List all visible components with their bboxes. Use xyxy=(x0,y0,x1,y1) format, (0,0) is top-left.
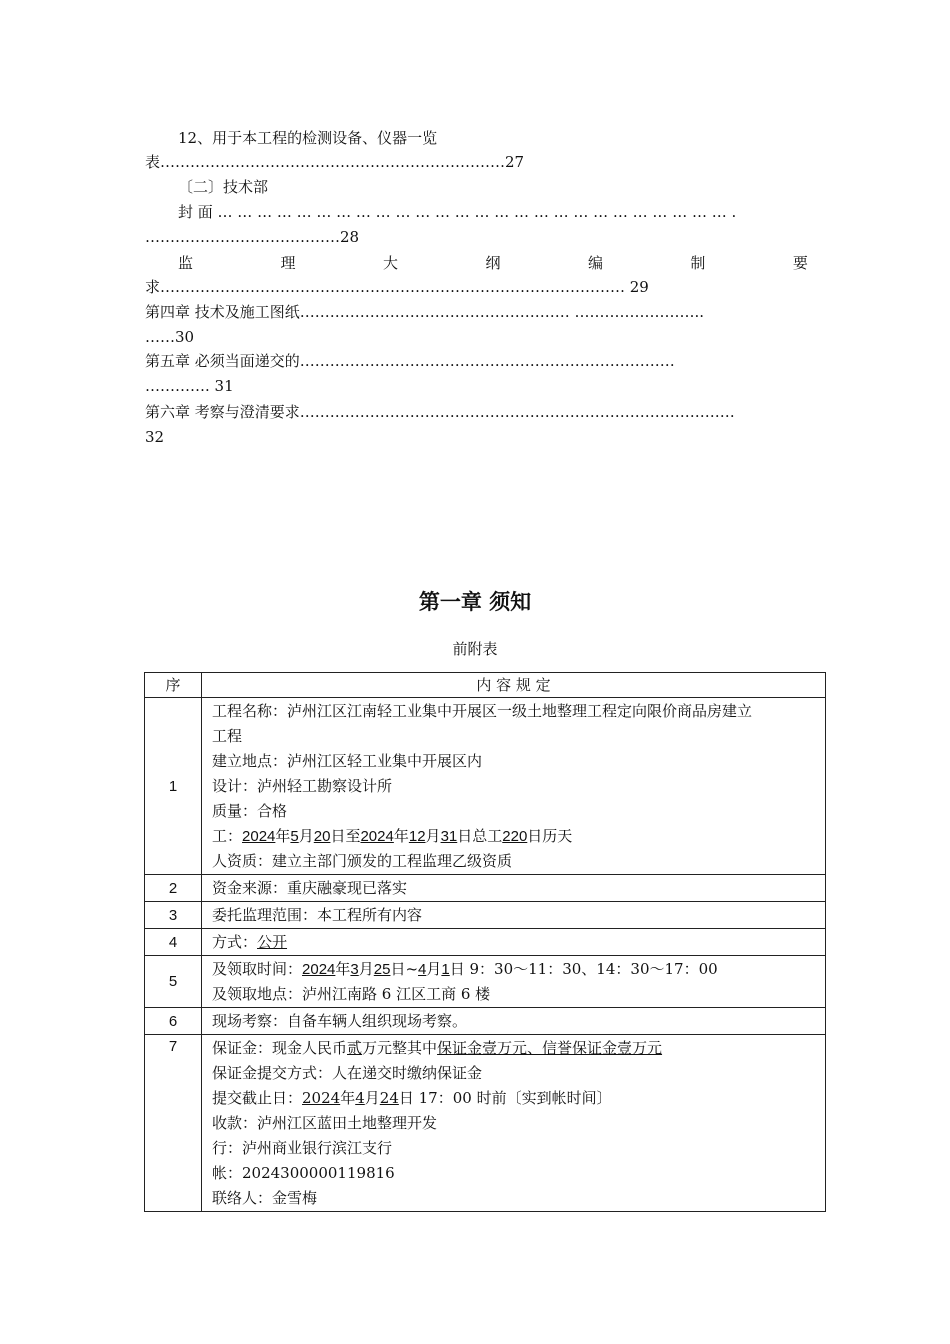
row-seq: 7 xyxy=(145,1035,202,1212)
collection-place: 及领取地点：泸州江南路 6 江区工商 6 楼 xyxy=(212,985,491,1003)
toc-chapter-5-leader: …………. 31 xyxy=(145,377,234,395)
toc-chapter-4-leader: ……30 xyxy=(145,328,195,346)
project-design: 设计：泸州轻工勘察设计所 xyxy=(212,777,393,795)
toc-chapter-6-leader: 32 xyxy=(145,428,165,446)
toc-outline-char: 大 xyxy=(382,254,398,272)
project-quality: 质量：合格 xyxy=(212,802,288,820)
project-name: 工程名称：泸州江区江南轻工业集中开展区一级土地整理工程定向限价商品房建立 xyxy=(212,702,753,720)
row-seq: 2 xyxy=(145,875,202,902)
deposit-contact: 联络人：金雪梅 xyxy=(212,1189,318,1207)
toc-section-technical: 〔二〕技术部 xyxy=(178,178,269,196)
funding-source: 资金来源：重庆融豪现已落实 xyxy=(202,875,826,902)
project-location: 建立地点：泸州江区轻工业集中开展区内 xyxy=(212,752,483,770)
table-header-row xyxy=(145,673,826,698)
header-seq: 序 xyxy=(145,673,202,698)
deposit-amount: 保证金：现金人民币贰万元整其中保证金壹万元、信誉保证金壹万元 xyxy=(212,1039,663,1057)
supervision-scope: 委托监理范围：本工程所有内容 xyxy=(202,902,826,929)
toc-chapter-4: 第四章 技术及施工图纸……………………………………………… …………………….. xyxy=(145,303,705,321)
toc-outline-char: 理 xyxy=(280,254,296,272)
toc-item-12-leader: 表……………………………………………………………27 xyxy=(145,153,525,171)
deposit-bank: 行：泸州商业银行滨江支行 xyxy=(212,1139,393,1157)
collection-time: 及领取时间：2024年3月25日~4月1日 9：30～11：30、14：30～17：00 xyxy=(212,960,718,978)
toc-chapter-6: 第六章 考察与澄清要求…………………………………………………………………………… xyxy=(145,403,735,421)
deposit-payee: 收款：泸州江区蓝田土地整理开发 xyxy=(212,1114,438,1132)
site-visit: 现场考察：自备车辆人组织现场考察。 xyxy=(202,1008,826,1035)
toc-outline-char: 编 xyxy=(587,254,603,272)
table-row xyxy=(145,698,826,875)
toc-chapter-5: 第五章 必须当面递交的………………………………………………………………… xyxy=(145,352,675,370)
bidding-method: 方式：公开 xyxy=(202,929,826,956)
table-row xyxy=(145,929,826,956)
toc-outline xyxy=(178,253,808,273)
project-name-cont: 工程 xyxy=(212,727,243,745)
toc-outline-char: 制 xyxy=(690,254,706,272)
toc-cover-leader: …………………………………28 xyxy=(145,228,360,246)
chapter-title: 第一章 须知 xyxy=(418,590,532,614)
row-seq: 4 xyxy=(145,929,202,956)
row-seq: 6 xyxy=(145,1008,202,1035)
toc-cover: 封 面 … … … … … … … … … … … … … … … … … … … … … … … … … … . xyxy=(178,203,737,221)
row-content xyxy=(202,698,826,875)
header-content: 内 容 规 定 xyxy=(202,673,826,698)
row-seq: 1 xyxy=(145,698,202,875)
toc-item-12: 12、用于本工程的检测设备、仪器一览 xyxy=(178,129,438,147)
deposit-deadline: 提交截止日：2024年4月24日 17：00 时前〔实到帐时间〕 xyxy=(212,1089,612,1107)
collection-info xyxy=(202,956,826,1008)
table-row xyxy=(145,956,826,1008)
front-table xyxy=(144,672,826,1212)
table-row xyxy=(145,1008,826,1035)
toc-outline-char: 监 xyxy=(178,254,194,272)
deposit-account: 帐：2024300000119816 xyxy=(212,1164,395,1182)
project-period: 工：2024年5月20日至2024年12月31日总工220日历天 xyxy=(212,827,573,845)
toc-outline-leader: 求………………………………………………………………………………… 29 xyxy=(145,278,649,296)
deposit-method: 保证金提交方式：人在递交时缴纳保证金 xyxy=(212,1064,483,1082)
row-seq: 3 xyxy=(145,902,202,929)
project-qualification: 人资质：建立主部门颁发的工程监理乙级资质 xyxy=(212,852,513,870)
table-row xyxy=(145,875,826,902)
deposit-info xyxy=(202,1035,826,1212)
toc-outline-char: 要 xyxy=(792,254,808,272)
table-row xyxy=(145,1035,826,1212)
row-seq: 5 xyxy=(145,956,202,1008)
table-title: 前附表 xyxy=(452,640,498,658)
toc-outline-char: 纲 xyxy=(485,254,501,272)
table-row xyxy=(145,902,826,929)
